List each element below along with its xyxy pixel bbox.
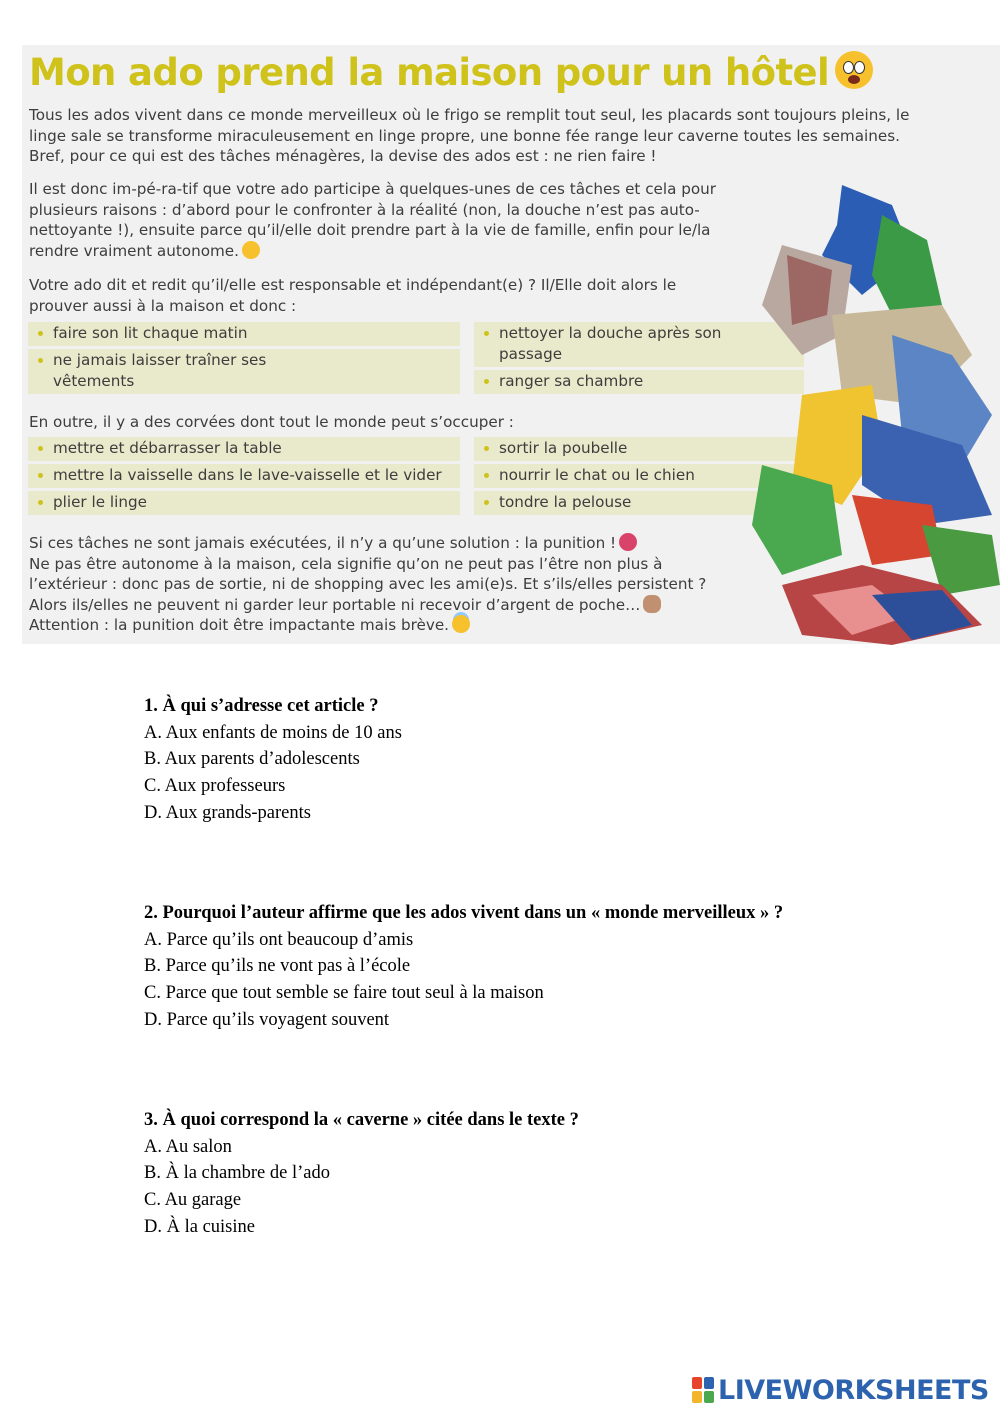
answer-option[interactable]: C. Aux professeurs — [144, 776, 286, 797]
angel-face-icon — [452, 615, 470, 633]
shared-intro-paragraph: En outre, il y a des corvées dont tout le monde peut s’occuper : — [29, 413, 514, 431]
question-block — [144, 900, 783, 1034]
list-item-text: faire son lit chaque matin — [53, 324, 248, 342]
answer-option[interactable]: A. Aux enfants de moins de 10 ans — [144, 722, 402, 743]
article-title-text: Mon ado prend la maison pour un hôtel — [29, 51, 830, 94]
liveworksheets-logo[interactable] — [692, 1374, 989, 1406]
reasons-paragraph — [29, 179, 749, 261]
list-item-text: plier le linge — [53, 493, 147, 511]
question-block — [144, 693, 402, 827]
shocked-face-icon — [835, 51, 873, 89]
answer-option[interactable]: D. Parce qu’ils voyagent souvent — [144, 1009, 390, 1030]
list-item-text: mettre et débarrasser la table — [53, 439, 282, 457]
article-panel — [22, 45, 1000, 644]
conclusion-line: Attention : la punition doit être impactante mais brève. — [29, 615, 749, 636]
devil-face-icon — [619, 533, 637, 551]
conclusion-line: Alors ils/elles ne peuvent ni garder leur portable ni recevoir d’argent de poche… — [29, 595, 749, 616]
question-text: 1. À qui s’adresse cet article ? — [144, 696, 379, 716]
conclusion-line: Si ces tâches ne sont jamais exécutées, il n’y a qu’une solution : la punition ! — [29, 533, 749, 554]
list-item-text: ranger sa chambre — [499, 372, 644, 390]
answer-option[interactable]: D. À la cuisine — [144, 1216, 255, 1237]
responsible-paragraph: Votre ado dit et redit qu’il/elle est responsable et indépendant(e) ? Il/Elle doit alors le prouver aussi à la maison et donc : — [29, 276, 677, 315]
answer-option[interactable]: C. Parce que tout semble se faire tout seul à la maison — [144, 983, 544, 1004]
conclusion-paragraph — [29, 533, 749, 636]
answer-option[interactable]: A. Parce qu’ils ont beaucoup d’amis — [144, 929, 414, 950]
question-block — [144, 1107, 579, 1241]
list-item-text: mettre la vaisselle dans le lave-vaisselle et le vider — [53, 466, 442, 484]
list-item — [28, 491, 460, 515]
brand-name: LIVEWORKSHEETS — [718, 1374, 989, 1406]
list-item — [28, 322, 460, 346]
answer-option[interactable]: D. Aux grands-parents — [144, 802, 311, 823]
list-item — [28, 464, 460, 488]
smiling-face-icon — [242, 241, 260, 259]
person-shrugging-icon — [643, 595, 661, 613]
answer-option[interactable]: C. Au garage — [144, 1190, 242, 1211]
list-item — [28, 437, 460, 461]
list-item-text: nourrir le chat ou le chien — [499, 466, 695, 484]
question-text: 2. Pourquoi l’auteur affirme que les ados vivent dans un « monde merveilleux » ? — [144, 903, 784, 923]
list-item-text: sortir la poubelle — [499, 439, 628, 457]
list-item-text: ne jamais laisser traîner ses vêtements — [53, 351, 267, 390]
answer-option[interactable]: A. Au salon — [144, 1136, 232, 1157]
list-item — [28, 349, 460, 394]
intro-paragraph: Tous les ados vivent dans ce monde merveilleux où le frigo se remplit tout seul, les placards sont toujours pleins, le linge sale se transforme miraculeusement en linge propre, une bonne fée range leur caverne toutes les semaines. Bref, pour ce qui est des tâches ménagères, la devise des ados est : ne rien faire ! — [29, 106, 910, 166]
conclusion-line: Ne pas être autonome à la maison, cela signifie qu’on ne peut pas l’être non plus à — [29, 554, 663, 573]
list-item-text: tondre la pelouse — [499, 493, 632, 511]
answer-option[interactable]: B. Parce qu’ils ne vont pas à l’école — [144, 956, 411, 977]
question-text: 3. À quoi correspond la « caverne » citée dans le texte ? — [144, 1110, 579, 1130]
liveworksheets-logo-icon — [692, 1377, 714, 1403]
answer-option[interactable]: B. Aux parents d’adolescents — [144, 749, 360, 770]
conclusion-line: l’extérieur : donc pas de sortie, ni de shopping avec les ami(e)s. Et s’ils/elles persistent ? — [29, 575, 707, 594]
answer-option[interactable]: B. À la chambre de l’ado — [144, 1163, 330, 1184]
list-item-text: nettoyer la douche après son passage — [499, 324, 722, 363]
clothes-pile-illustration — [742, 185, 1000, 645]
article-title — [29, 51, 873, 94]
reasons-text: Il est donc im-pé-ra-tif que votre ado participe à quelques-unes de ces tâches et cela pour plusieurs raisons : d’abord pour le confronter à la réalité (non, la douche n’est pas auto-nettoyante !), ensuite parce qu’il/elle doit prendre part à la vie de famille, enfin pour le/la rendre vraiment autonome. — [29, 180, 717, 260]
